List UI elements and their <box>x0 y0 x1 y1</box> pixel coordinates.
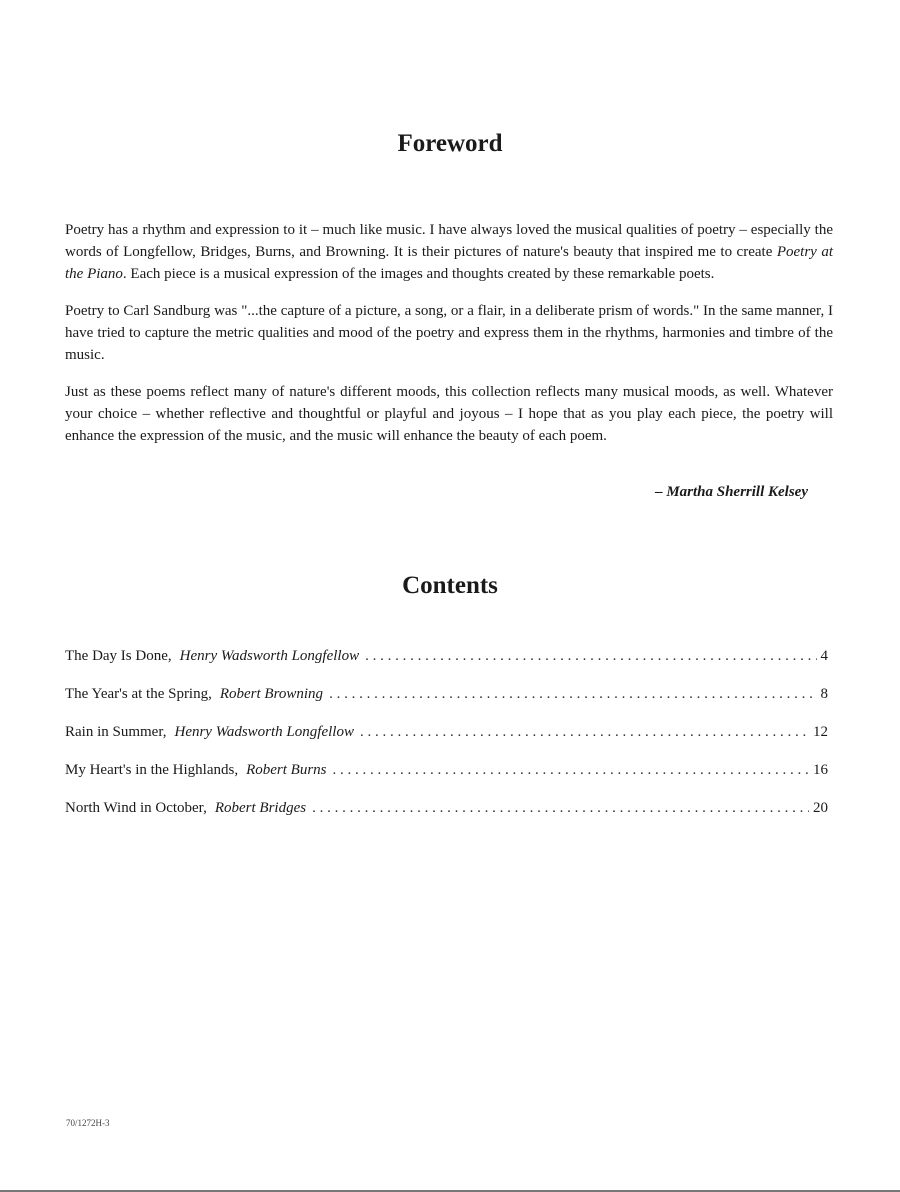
foreword-paragraph-3: Just as these poems reflect many of nature's different moods, this collection reflects many musical moods, as well. Whatever your choice – whether reflective and thoughtful or playful and joyous – I hope that as you play each piece, the poetry will enhance the expression of the music, and the music will enhance the beauty of each poem. <box>65 384 833 444</box>
foreword-p1-text-end: . Each piece is a musical expression of the images and thoughts created by these remarkable poets. <box>122 266 715 282</box>
toc-entry-title: The Year's at the Spring, <box>65 686 212 702</box>
catalog-code: 70/1272H-3 <box>66 1118 110 1128</box>
book-title-italic: Poetry at the Piano <box>65 244 833 282</box>
toc-entry[interactable] <box>65 800 828 838</box>
toc-entry-page: 20 <box>813 800 828 816</box>
toc-entry[interactable] <box>65 686 828 724</box>
toc-entry-author: Henry Wadsworth Longfellow <box>174 724 354 740</box>
toc-entry-title: Rain in Summer, <box>65 724 167 740</box>
toc-entry-author: Robert Browning <box>219 686 324 702</box>
toc-entry-page: 4 <box>820 648 828 664</box>
toc-entry-page: 8 <box>820 686 828 702</box>
toc-dot-leader <box>312 800 809 817</box>
toc-entry-page: 16 <box>813 762 828 778</box>
toc-dot-leader <box>360 724 809 741</box>
toc-entry[interactable] <box>65 724 828 762</box>
table-of-contents <box>65 648 828 838</box>
contents-heading: Contents <box>402 572 498 599</box>
foreword-paragraph-2: Poetry to Carl Sandburg was "...the capture of a picture, a song, or a flair, in a deliberate prism of words." In the same manner, I have tried to capture the metric qualities and mood of the poetry and express them in the rhythms, harmonies and timbre of the music. <box>65 303 833 363</box>
foreword-body <box>65 219 833 462</box>
toc-entry-author: Henry Wadsworth Longfellow <box>179 648 360 664</box>
foreword-p1-text-start: Poetry has a rhythm and expression to it – much like music. I have always loved the musical qualities of poetry – especially the words of Longfellow, Bridges, Burns, and Browning. It is their pictures of nature's beauty that inspired me to create <box>65 222 833 260</box>
foreword-paragraph-1 <box>65 219 833 285</box>
toc-entry-title: The Day Is Done, <box>65 648 172 664</box>
toc-entry-author: Robert Bridges <box>214 800 307 816</box>
toc-dot-leader <box>333 762 809 779</box>
toc-entry-title: My Heart's in the Highlands, <box>65 762 239 778</box>
author-signature: – Martha Sherrill Kelsey <box>655 484 808 500</box>
toc-dot-leader <box>329 686 816 703</box>
toc-dot-leader <box>365 648 816 665</box>
toc-entry-author: Robert Burns <box>246 762 327 778</box>
toc-entry-page: 12 <box>813 724 828 740</box>
toc-entry-title: North Wind in October, <box>65 800 207 816</box>
foreword-heading: Foreword <box>397 130 503 157</box>
toc-entry[interactable] <box>65 648 828 686</box>
toc-entry[interactable] <box>65 762 828 800</box>
